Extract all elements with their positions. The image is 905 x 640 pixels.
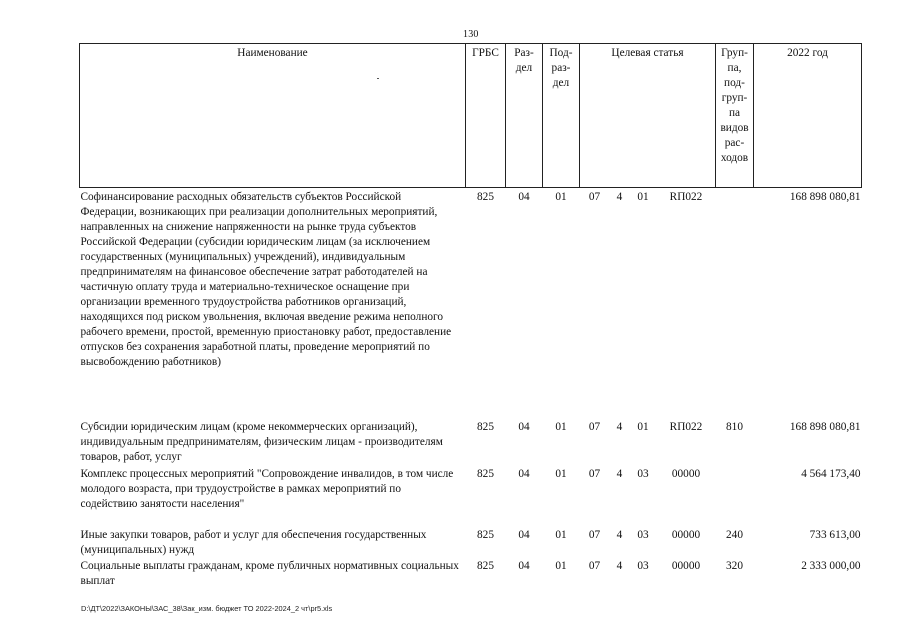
row-section: 04	[518, 528, 530, 541]
row-subsection: 01	[555, 559, 567, 572]
row-subsection: 01	[555, 191, 567, 203]
row-target-program: 07	[588, 559, 601, 572]
row-target-direction: 00000	[671, 559, 701, 572]
table-row	[80, 528, 862, 559]
row-target-type: 4	[616, 528, 623, 541]
table-header-row	[80, 44, 862, 188]
row-target-complex: 03	[637, 467, 649, 480]
row-target-type: 4	[616, 559, 623, 572]
header-name	[80, 44, 466, 188]
row-section: 04	[518, 420, 530, 433]
row-grbs: 825	[477, 420, 494, 433]
file-path-footer: D:\ДТ\2022\ЗАКОНЫ\ЗАС_38\Зак_изм. бюджет ТО 2022-2024_2 чт\pr5.xls	[81, 604, 333, 613]
header-grbs: ГРБС	[466, 44, 506, 188]
row-target-direction: 00000	[671, 467, 701, 480]
row-amount: 4 564 173,40	[801, 467, 861, 480]
table-row	[80, 467, 862, 528]
row-section: 04	[518, 467, 530, 480]
row-target-direction: RП022	[669, 420, 703, 433]
row-name: Иные закупки товаров, работ и услуг для обеспечения государственных (муниципальных) нужд	[80, 528, 427, 556]
row-section: 04	[518, 191, 530, 203]
row-target-direction: RП022	[669, 191, 703, 203]
row-expense-group: 240	[726, 528, 743, 541]
table-row	[80, 420, 862, 467]
table-row	[80, 559, 862, 591]
header-expense-group: Груп- па, под- груп- па видов рас- ходов	[716, 44, 754, 188]
row-name: Софинансирование расходных обязательств субъектов Российской Федерации, возникающих при реализации дополнительных мероприятий, направленных на снижение напряженности на рынке труда субъектов Российской Федерации (субсидии юридическим лицам (за исключением государственных (муниципальных) учреждений), индивидуальным предпринимателям на финансовое обеспечение затрат работодателей на частичную оплату труда и материально-техническое оснащение при организации временного трудоустройства работников организаций, находящихся под риском увольнения, включая введение режима неполного рабочего времени, простой, временную приостановку работ, предоставление отпусков без сохранения заработной платы, проведение мероприятий по высвобождению работников)	[80, 191, 452, 368]
row-target-type: 4	[616, 467, 623, 480]
row-amount: 168 898 080,81	[789, 191, 861, 203]
row-amount: 2 333 000,00	[801, 559, 861, 572]
row-amount: 168 898 080,81	[789, 420, 861, 433]
row-target-complex: 01	[637, 191, 649, 203]
row-grbs: 825	[477, 528, 494, 541]
budget-table	[79, 43, 862, 591]
row-target-complex: 01	[637, 420, 649, 433]
row-grbs: 825	[477, 467, 494, 480]
row-target-type: 4	[616, 420, 623, 433]
row-expense-group	[716, 188, 754, 420]
row-expense-group	[716, 467, 754, 528]
header-section: Раз- дел	[506, 44, 543, 188]
row-name: Субсидии юридическим лицам (кроме некоммерческих организаций), индивидуальным предпринимателям, физическим лицам - производителям товаров, работ, услуг	[80, 420, 443, 463]
row-expense-group: 810	[726, 420, 743, 433]
row-subsection: 01	[555, 528, 567, 541]
row-subsection: 01	[555, 467, 567, 480]
row-target-program: 07	[588, 528, 601, 541]
row-target-direction: 00000	[671, 528, 701, 541]
header-name-label: Наименование	[237, 47, 308, 59]
row-target-type: 4	[616, 191, 623, 203]
header-year: 2022 год	[754, 44, 862, 188]
header-subsection: Под- раз- дел	[543, 44, 580, 188]
row-section: 04	[518, 559, 530, 572]
scan-mark	[377, 78, 379, 79]
row-target-complex: 03	[637, 528, 649, 541]
row-name: Комплекс процессных мероприятий "Сопровождение инвалидов, в том числе молодого возраста, при трудоустройстве в рамках мероприятий по содействию занятости населения"	[80, 467, 454, 510]
page-number: 130	[463, 29, 479, 40]
header-target: Целевая статья	[580, 44, 716, 188]
row-name: Социальные выплаты гражданам, кроме публичных нормативных социальных выплат	[80, 559, 459, 587]
row-grbs: 825	[477, 559, 494, 572]
table-row	[80, 188, 862, 420]
row-amount: 733 613,00	[809, 528, 861, 541]
row-subsection: 01	[555, 420, 567, 433]
row-target-complex: 03	[637, 559, 649, 572]
row-grbs: 825	[477, 191, 494, 203]
row-target-program: 07	[588, 467, 601, 480]
row-expense-group: 320	[726, 559, 743, 572]
row-target-program: 07	[588, 191, 601, 203]
row-target-program: 07	[588, 420, 601, 433]
